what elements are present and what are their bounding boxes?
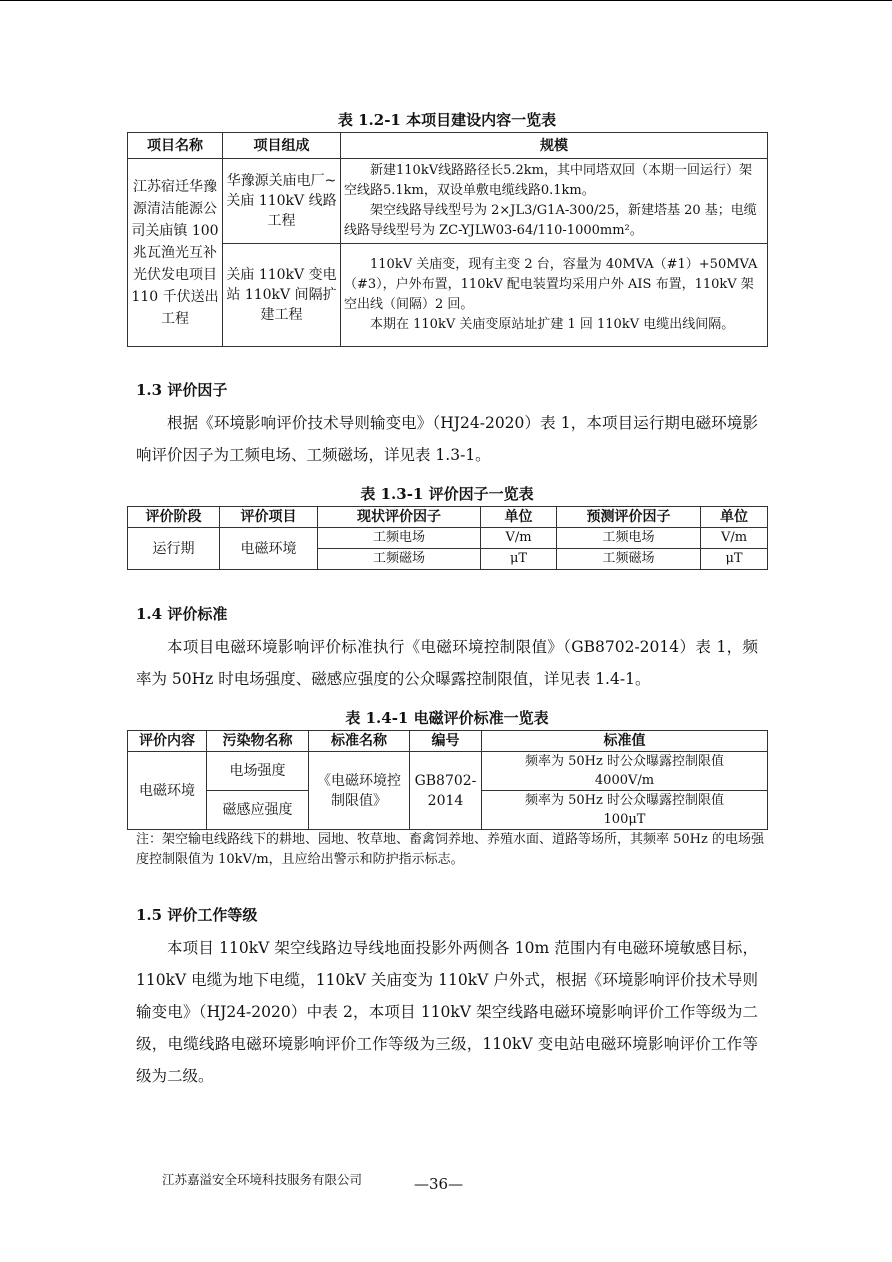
header-evaluation-item: 评价项目 bbox=[220, 507, 318, 528]
current-factor-cell: 工频电场 bbox=[318, 528, 481, 549]
header-standard-value: 标准值 bbox=[482, 731, 768, 752]
scale-line-project bbox=[341, 159, 768, 244]
section-1-3-heading: 1.3 评价因子 bbox=[136, 381, 228, 399]
section-1-5-heading: 1.5 评价工作等级 bbox=[136, 906, 258, 924]
section-1-3-paragraph: 根据《环境影响评价技术导则输变电》（HJ24-2020）表 1，本项目运行期电磁环境影响评价因子为工频电场、工频磁场，详见表 1.3-1。 bbox=[136, 414, 758, 464]
unit-current-cell: μT bbox=[481, 549, 557, 570]
construction-content-table bbox=[127, 132, 768, 347]
header-code: 编号 bbox=[410, 731, 482, 752]
scale-substation-p1: 110kV 关庙变，现有主变 2 台，容量为 40MVA（#1）+50MVA（#3），户外布置，110kV 配电装置均采用户外 AIS 布置，110kV 架空出线（间隔）2 回。 bbox=[344, 257, 758, 312]
table-note: 注：架空输电线路线下的耕地、园地、牧草地、畜禽饲养地、养殖水面、道路等场所，其频率 50Hz 的电场强度控制限值为 10kV/m，且应给出警示和防护指示标志。 bbox=[136, 832, 764, 867]
pollutant-magnetic-induction: 磁感应强度 bbox=[207, 791, 309, 830]
header-project-component: 项目组成 bbox=[223, 133, 341, 159]
standard-value-magnetic bbox=[482, 791, 768, 830]
standard-code-cell: GB8702-2014 bbox=[410, 752, 482, 830]
standard-value-electric bbox=[482, 752, 768, 791]
table-1-2-1-caption: 表 1.2-1 本项目建设内容一览表 bbox=[337, 111, 557, 129]
header-standard-name: 标准名称 bbox=[309, 731, 410, 752]
project-name-cell: 江苏宿迁华豫源清洁能源公司关庙镇 100 兆瓦渔光互补光伏发电项目 110 千伏送出工程 bbox=[128, 159, 223, 347]
header-scale: 规模 bbox=[341, 133, 768, 159]
header-pollutant: 污染物名称 bbox=[207, 731, 309, 752]
header-project-name: 项目名称 bbox=[128, 133, 223, 159]
header-evaluation-stage: 评价阶段 bbox=[128, 507, 220, 528]
unit-predicted-cell: V/m bbox=[701, 528, 768, 549]
component-line-project: 华豫源关庙电厂~关庙 110kV 线路工程 bbox=[223, 159, 341, 244]
section-1-4-paragraph: 本项目电磁环境影响评价标准执行《电磁环境控制限值》（GB8702-2014）表 1，频率为 50Hz 时电场强度、磁感应强度的公众曝露控制限值，详见表 1.4-1。 bbox=[136, 638, 758, 688]
current-factor-cell: 工频磁场 bbox=[318, 549, 481, 570]
standard-value-electric-desc: 频率为 50Hz 时公众曝露控制限值 bbox=[525, 754, 724, 769]
component-substation-expansion: 关庙 110kV 变电站 110kV 间隔扩建工程 bbox=[223, 244, 341, 347]
header-unit-predicted: 单位 bbox=[701, 507, 768, 528]
page-number: —36— bbox=[414, 1175, 464, 1193]
scale-substation-expansion bbox=[341, 244, 768, 347]
unit-current-cell: V/m bbox=[481, 528, 557, 549]
evaluation-standard-table bbox=[127, 730, 768, 830]
unit-predicted-cell: μT bbox=[701, 549, 768, 570]
standard-value-magnetic-limit: 100μT bbox=[603, 812, 646, 827]
table-1-3-1-caption: 表 1.3-1 评价因子一览表 bbox=[360, 485, 534, 503]
header-current-factor: 现状评价因子 bbox=[318, 507, 481, 528]
predicted-factor-cell: 工频磁场 bbox=[557, 549, 701, 570]
section-1-4-heading: 1.4 评价标准 bbox=[136, 605, 228, 623]
evaluation-content-cell: 电磁环境 bbox=[128, 752, 207, 830]
table-1-4-1-caption: 表 1.4-1 电磁评价标准一览表 bbox=[345, 709, 549, 727]
scale-line-project-p1: 新建110kV线路路径长5.2km，其中同塔双回（本期一回运行）架空线路5.1km，双设单敷电缆线路0.1km。 bbox=[344, 163, 752, 198]
footer-company-name: 江苏嘉溢安全环境科技服务有限公司 bbox=[162, 1172, 363, 1187]
evaluation-item-cell: 电磁环境 bbox=[220, 528, 318, 570]
standard-name-cell: 《电磁环境控制限值》 bbox=[309, 752, 410, 830]
scale-line-project-p2: 架空线路导线型号为 2×JL3/G1A-300/25，新建塔基 20 基；电缆线路导线型号为 ZC-YJLW03-64/110-1000mm²。 bbox=[344, 203, 757, 238]
pollutant-electric-field: 电场强度 bbox=[207, 752, 309, 791]
evaluation-factor-table bbox=[127, 506, 768, 570]
header-unit-current: 单位 bbox=[481, 507, 557, 528]
header-evaluation-content: 评价内容 bbox=[128, 731, 207, 752]
evaluation-stage-cell: 运行期 bbox=[128, 528, 220, 570]
scale-substation-p2: 本期在 110kV 关庙变原站址扩建 1 回 110kV 电缆出线间隔。 bbox=[370, 317, 735, 332]
standard-value-magnetic-desc: 频率为 50Hz 时公众曝露控制限值 bbox=[525, 793, 724, 808]
header-predicted-factor: 预测评价因子 bbox=[557, 507, 701, 528]
top-border-line bbox=[0, 0, 892, 1]
section-1-5-paragraph: 本项目 110kV 架空线路边导线地面投影外两侧各 10m 范围内有电磁环境敏感目标，110kV 电缆为地下电缆，110kV 关庙变为 110kV 户外式，根据《环境影响评价技术导则输变电》（HJ24-2020）中表 2，本项目 110kV 架空线路电磁环境影响评价工作等级为二级，电缆线路电磁环境影响评价工作等级为三级，110kV 变电站电磁环境影响评价工作等级为二级。 bbox=[136, 939, 758, 1085]
standard-value-electric-limit: 4000V/m bbox=[594, 773, 655, 788]
predicted-factor-cell: 工频电场 bbox=[557, 528, 701, 549]
